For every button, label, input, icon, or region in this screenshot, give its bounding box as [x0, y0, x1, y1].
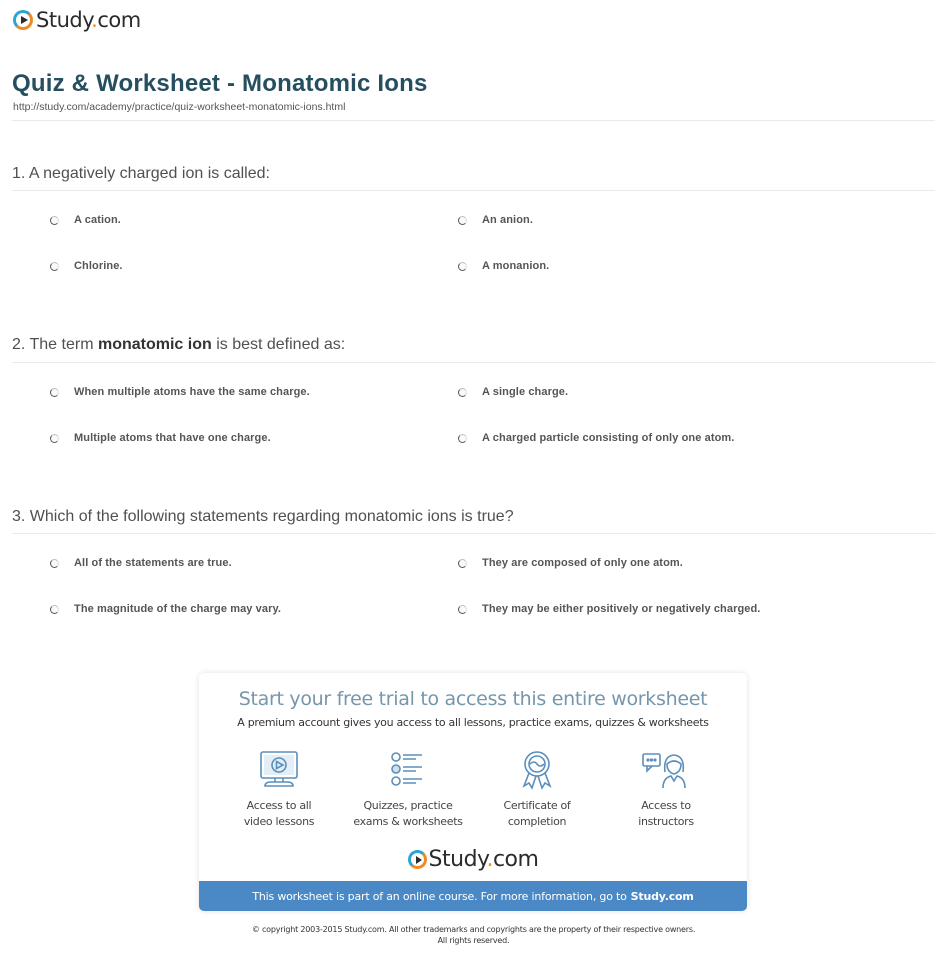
feature-instructors: Access to instructors: [601, 750, 731, 830]
study-com-link[interactable]: Study.com: [630, 889, 694, 903]
free-trial-title[interactable]: Start your free trial to access this entire worksheet: [238, 688, 708, 710]
radio-button[interactable]: [50, 216, 59, 225]
page-url[interactable]: http://study.com/academy/practice/quiz-worksheet-monatomic-ions.html: [13, 101, 346, 113]
divider: [12, 120, 935, 121]
q1-option-c[interactable]: Chlorine.: [50, 260, 123, 272]
q2-option-a[interactable]: When multiple atoms have the same charge.: [50, 386, 310, 398]
radio-button[interactable]: [458, 388, 467, 397]
radio-button[interactable]: [458, 559, 467, 568]
video-monitor-icon: [257, 750, 301, 790]
q3-option-b[interactable]: They are composed of only one atom.: [458, 557, 683, 569]
q2-option-d[interactable]: A charged particle consisting of only one atom.: [458, 432, 734, 444]
online-course-banner[interactable]: This worksheet is part of an online course. For more information, go to Study.com: [199, 881, 747, 911]
radio-button[interactable]: [50, 559, 59, 568]
q2-option-c[interactable]: Multiple atoms that have one charge.: [50, 432, 271, 444]
divider: [12, 362, 935, 363]
radio-button[interactable]: [50, 605, 59, 614]
quiz-list-icon: [386, 750, 430, 790]
radio-button[interactable]: [50, 388, 59, 397]
question-3: 3. Which of the following statements regarding monatomic ions is true?: [12, 508, 514, 525]
feature-certificate: Certificate of completion: [472, 750, 602, 830]
radio-button[interactable]: [50, 434, 59, 443]
page-title: Quiz & Worksheet - Monatomic Ions: [12, 70, 428, 97]
play-logo-icon: [408, 850, 427, 869]
radio-button[interactable]: [458, 262, 467, 271]
free-trial-card: [199, 673, 747, 911]
feature-video-lessons: Access to all video lessons: [214, 750, 344, 830]
divider: [12, 533, 935, 534]
q3-option-c[interactable]: The magnitude of the charge may vary.: [50, 603, 281, 615]
feature-quizzes: Quizzes, practice exams & worksheets: [343, 750, 473, 830]
study-logo[interactable]: [13, 8, 141, 32]
radio-button[interactable]: [458, 216, 467, 225]
divider: [12, 190, 935, 191]
copyright-footer: © copyright 2003-2015 Study.com. All other trademarks and copyrights are the property of their respective owners. All rights reserved.: [251, 925, 696, 945]
q1-option-a[interactable]: A cation.: [50, 214, 121, 226]
radio-button[interactable]: [50, 262, 59, 271]
q1-option-d[interactable]: A monanion.: [458, 260, 549, 272]
radio-button[interactable]: [458, 434, 467, 443]
q2-option-b[interactable]: A single charge.: [458, 386, 568, 398]
question-2: 2. The term monatomic ion is best defined as:: [12, 336, 346, 353]
logo-wordmark: Study.com: [428, 847, 539, 872]
q1-option-b[interactable]: An anion.: [458, 214, 533, 226]
play-logo-icon: [13, 10, 33, 30]
question-1: 1. A negatively charged ion is called:: [12, 165, 270, 182]
study-logo-card[interactable]: [199, 847, 747, 872]
logo-wordmark: Study.com: [36, 8, 141, 32]
q3-option-d[interactable]: They may be either positively or negatively charged.: [458, 603, 760, 615]
free-trial-subtitle: A premium account gives you access to all lessons, practice exams, quizzes & worksheets: [237, 716, 709, 729]
instructor-chat-icon: [641, 750, 691, 790]
radio-button[interactable]: [458, 605, 467, 614]
certificate-ribbon-icon: [515, 750, 559, 790]
q3-option-a[interactable]: All of the statements are true.: [50, 557, 232, 569]
